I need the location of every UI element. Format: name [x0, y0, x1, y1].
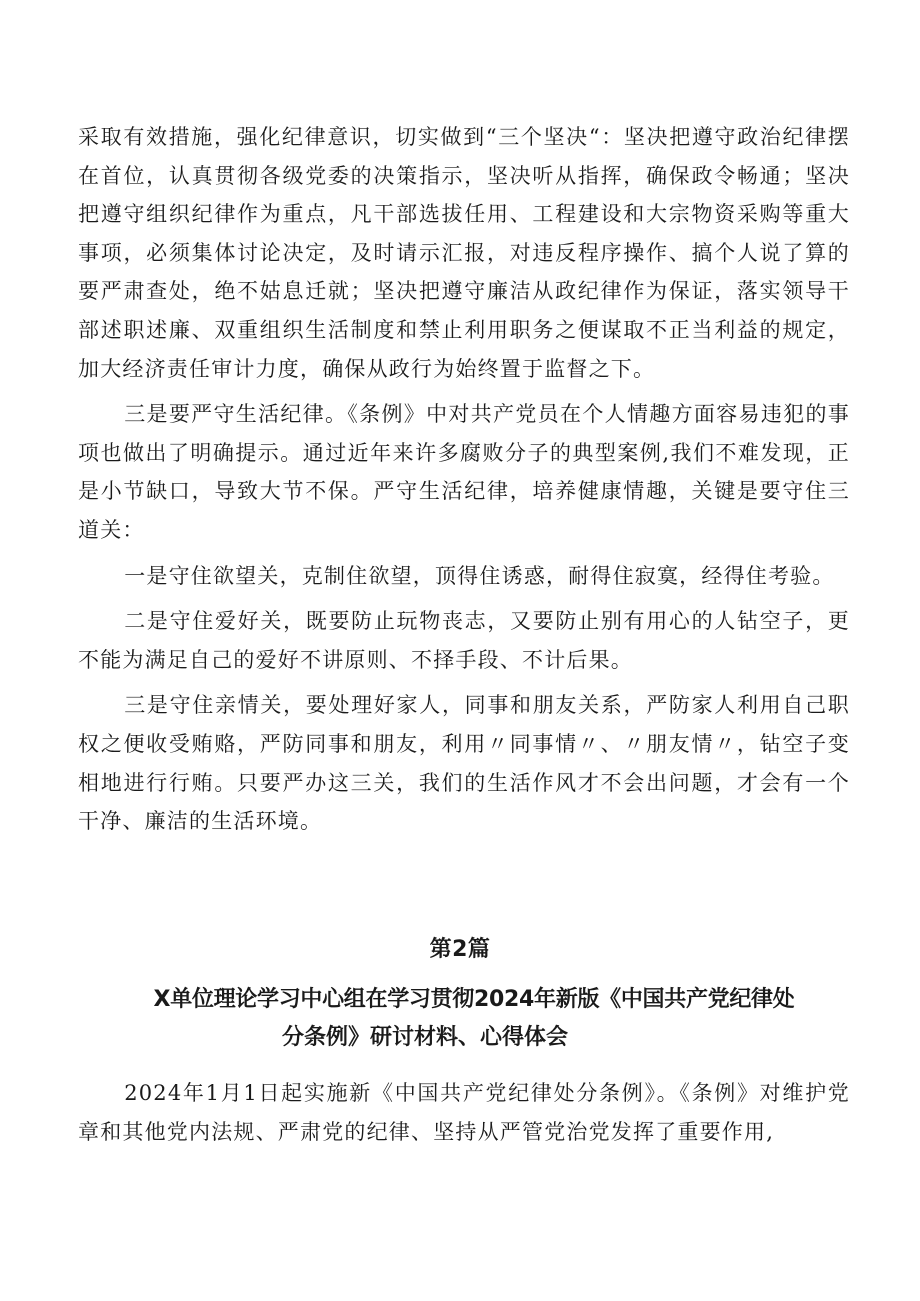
article-title-line-1: X单位理论学习中心组在学习贯彻2024年新版《中国共产党纪律处 — [153, 987, 795, 1012]
paragraph-life-discipline: 三是要严守生活纪律。《条例》中对共产党员在个人情趣方面容易违犯的事项也做出了明确提示。通过近年来许多腐败分子的典型案例,我们不难发现，正是小节缺口，导致大节不保。严守生活纪律，培养健康情趣，关键是要守住三道关： — [78, 402, 850, 542]
article-title — [0, 981, 920, 1057]
paragraph-family-pass: 三是守住亲情关，要处理好家人，同事和朋友关系，严防家人利用自己职权之便收受贿赂，严防同事和朋友，利用〃同事情〃、〃朋友情〃，钻空子变相地进行行贿。只要严办这三关，我们的生活作风才不会出问题，才会有一个干净、廉洁的生活环境。 — [78, 693, 850, 834]
paragraph-desire-pass: 一是守住欲望关，克制住欲望，顶得住诱惑，耐得住寂寞，经得住考验。 — [124, 563, 835, 588]
paragraph-regulation-intro: 2024年1月1日起实施新《中国共产党纪律处分条例》。《条例》对维护党章和其他党内法规、严肃党的纪律、坚持从严管党治党发挥了重要作用, — [78, 1081, 850, 1144]
paragraph-hobby-pass: 二是守住爱好关，既要防止玩物丧志，又要防止别有用心的人钻空子，更不能为满足自己的爱好不讲原则、不择手段、不计后果。 — [78, 609, 850, 672]
section-heading: 第2篇 — [429, 937, 491, 962]
paragraph-three-resolutions: 采取有效措施，强化纪律意识，切实做到“三个坚决“：坚决把遵守政治纪律摆在首位，认真贯彻各级党委的决策指示，坚决听从指挥，确保政令畅通；坚决把遵守组织纪律作为重点，凡干部选拔任用、工程建设和大宗物资采购等重大事项，必须集体讨论决定，及时请示汇报，对违反程序操作、搞个人说了算的要严肃查处，绝不姑息迁就；坚决把遵守廉洁从政纪律作为保证，落实领导干部述职述廉、双重组织生活制度和禁止利用职务之便谋取不正当利益的规定，加大经济责任审计力度，确保从政行为始终置于监督之下。 — [78, 125, 850, 381]
lower-body-text — [78, 1074, 850, 1151]
article-title-line-2: 分条例》研讨材料、心得体会 — [281, 1025, 568, 1050]
upper-body-text — [78, 118, 850, 841]
